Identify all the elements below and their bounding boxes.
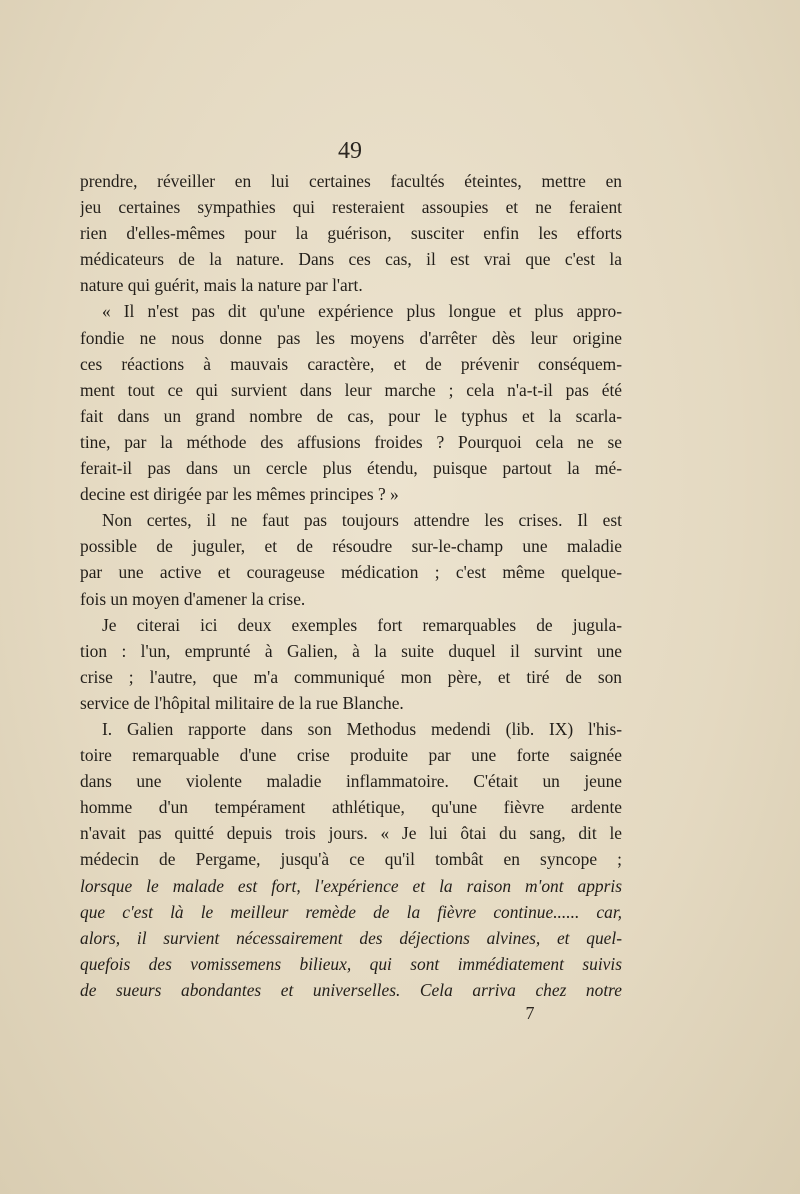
text-line: jeu certaines sympathies qui resteraient assoupies et ne feraient bbox=[80, 197, 622, 218]
text-line: homme d'un tempérament athlétique, qu'une fièvre ardente bbox=[80, 797, 622, 818]
text-line: médicateurs de la nature. Dans ces cas, il est vrai que c'est la bbox=[80, 249, 622, 270]
text-line: possible de juguler, et de résoudre sur-le-champ une maladie bbox=[80, 536, 622, 557]
text-line: ces réactions à mauvais caractère, et de prévenir conséquem- bbox=[80, 353, 622, 374]
text-line: fait dans un grand nombre de cas, pour le typhus et la scarla- bbox=[80, 405, 622, 426]
text-line: que c'est là le meilleur remède de la fièvre continue...... car, bbox=[80, 901, 622, 922]
text-line: decine est dirigée par les mêmes principes ? » bbox=[80, 484, 399, 505]
text-line: Je citerai ici deux exemples fort remarquables de jugula- bbox=[102, 614, 622, 635]
text-line: nature qui guérit, mais la nature par l'art. bbox=[80, 275, 363, 296]
body-text bbox=[80, 168, 622, 1003]
text-line: ferait-il pas dans un cercle plus étendu, puisque partout la mé- bbox=[80, 458, 622, 479]
text-line: prendre, réveiller en lui certaines facultés éteintes, mettre en bbox=[80, 171, 622, 191]
text-line: dans une violente maladie inflammatoire. C'était un jeune bbox=[80, 771, 622, 792]
text-line: médecin de Pergame, jusqu'à ce qu'il tombât en syncope ; bbox=[80, 849, 622, 870]
text-line: de sueurs abondantes et universelles. Cela arriva chez notre bbox=[80, 979, 622, 1000]
page-number: 49 bbox=[338, 138, 362, 164]
text-line: alors, il survient nécessairement des déjections alvines, et quel- bbox=[80, 927, 622, 948]
text-line: I. Galien rapporte dans son Methodus medendi (lib. IX) l'his- bbox=[102, 718, 622, 739]
text-line: lorsque le malade est fort, l'expérience et la raison m'ont appris bbox=[80, 875, 622, 896]
text-line: toire remarquable d'une crise produite par une forte saignée bbox=[80, 745, 622, 766]
text-line: quefois des vomissemens bilieux, qui sont immédiatement suivis bbox=[80, 953, 622, 974]
text-line: Non certes, il ne faut pas toujours attendre les crises. Il est bbox=[102, 510, 622, 531]
text-line: par une active et courageuse médication ; c'est même quelque- bbox=[80, 562, 622, 583]
text-line: tion : l'un, emprunté à Galien, à la suite duquel il survint une bbox=[80, 640, 622, 661]
text-line: crise ; l'autre, que m'a communiqué mon père, et tiré de son bbox=[80, 666, 622, 687]
text-line: fois un moyen d'amener la crise. bbox=[80, 588, 306, 609]
signature-mark: 7 bbox=[525, 1003, 535, 1023]
text-line: rien d'elles-mêmes pour la guérison, susciter enfin les efforts bbox=[80, 223, 622, 244]
text-line: tine, par la méthode des affusions froides ? Pourquoi cela ne se bbox=[80, 431, 622, 452]
text-line: service de l'hôpital militaire de la rue Blanche. bbox=[80, 692, 404, 713]
text-line: ment tout ce qui survient dans leur marche ; cela n'a-t-il pas été bbox=[80, 379, 622, 400]
text-line: fondie ne nous donne pas les moyens d'arrêter dès leur origine bbox=[80, 327, 622, 348]
text-line: n'avait pas quitté depuis trois jours. « Je lui ôtai du sang, dit le bbox=[80, 823, 622, 844]
text-line: « Il n'est pas dit qu'une expérience plus longue et plus appro- bbox=[102, 301, 622, 322]
